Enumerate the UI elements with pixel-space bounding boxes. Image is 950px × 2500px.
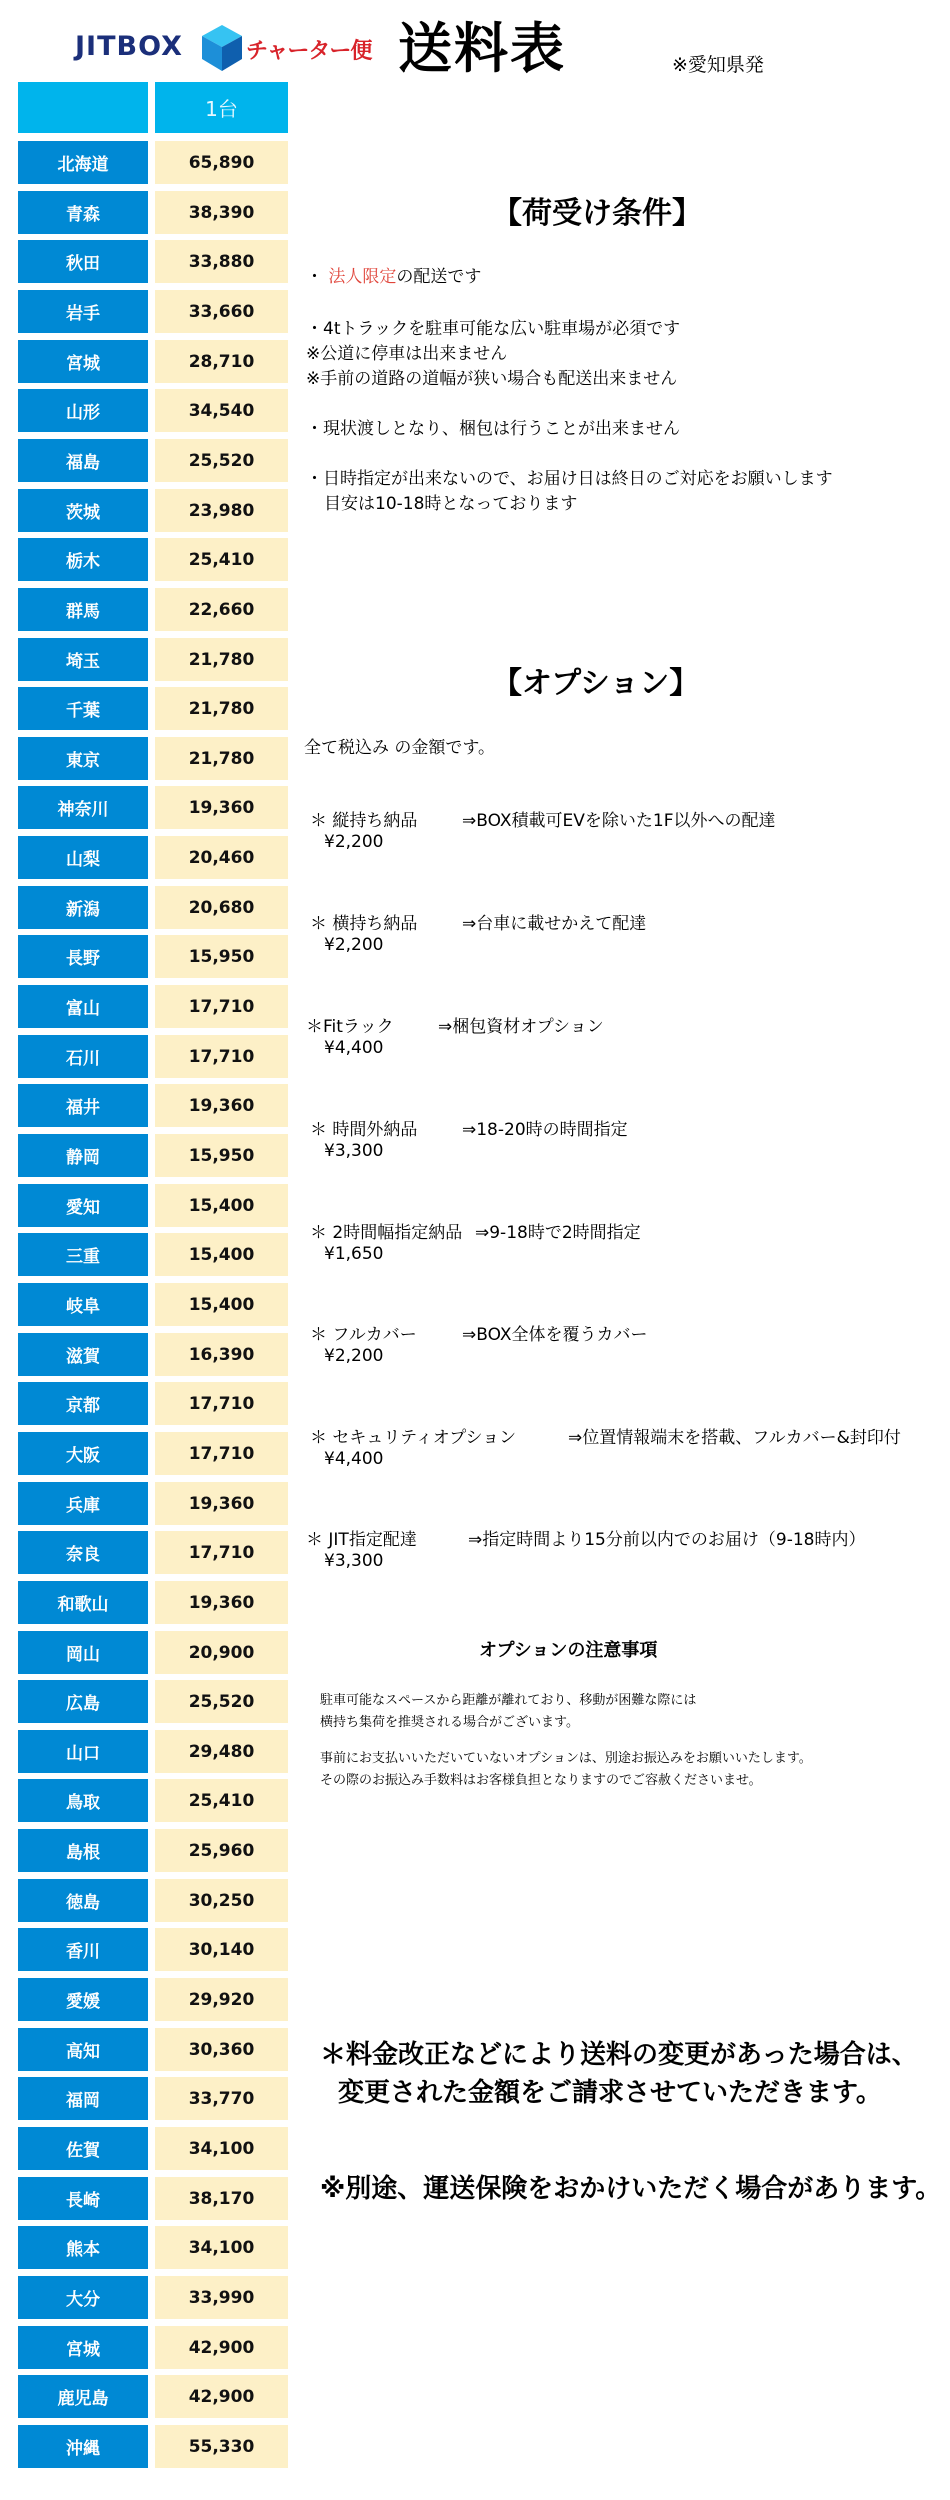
price-cell: 19,360 [155,1084,288,1127]
option-name: ＊ JIT指定配達 [306,1530,417,1550]
option-name: ＊ 2時間幅指定納品 [310,1223,463,1243]
price-cell: 30,140 [155,1928,288,1971]
prefecture-cell: 山梨 [18,836,148,879]
price-cell: 34,540 [155,389,288,432]
option-description: ⇒指定時間より15分前以内でのお届け（9-18時内） [468,1530,866,1550]
prefecture-cell: 三重 [18,1233,148,1276]
prefecture-cell: 京都 [18,1382,148,1425]
price-cell: 19,360 [155,1482,288,1525]
price-cell: 42,900 [155,2375,288,2418]
option-description: ⇒梱包資材オプション [438,1017,604,1037]
option-price: ¥4,400 [324,1449,384,1469]
condition-corporate-only [306,262,481,287]
prefecture-cell: 福井 [18,1084,148,1127]
option-price: ¥4,400 [324,1038,384,1058]
prefecture-cell: 新潟 [18,886,148,929]
price-cell: 25,520 [155,1680,288,1723]
prefecture-cell: 愛媛 [18,1978,148,2021]
condition-public-road: ※公道に停車は出来ません [306,344,508,364]
price-cell: 29,920 [155,1978,288,2021]
price-cell: 28,710 [155,340,288,383]
logo-jitbox-text: JITBOX [75,31,183,62]
price-cell: 17,710 [155,1531,288,1574]
option-name: ＊ フルカバー [310,1325,417,1345]
options-heading: 【オプション】 [492,666,700,701]
price-cell: 25,520 [155,439,288,482]
option-price: ¥2,200 [324,935,384,955]
option-description: ⇒台車に載せかえて配達 [462,914,647,934]
price-cell: 17,710 [155,1432,288,1475]
price-change-line: 変更された金額をご請求させていただきます。 [338,2078,882,2108]
price-cell: 65,890 [155,141,288,184]
price-cell: 15,400 [155,1283,288,1326]
price-cell: 25,960 [155,1829,288,1872]
price-cell: 25,410 [155,1779,288,1822]
prefecture-cell: 鳥取 [18,1779,148,1822]
prefecture-cell: 宮城 [18,2326,148,2369]
option-price: ¥2,200 [324,832,384,852]
price-cell: 25,410 [155,538,288,581]
price-cell: 42,900 [155,2326,288,2369]
prefecture-cell: 福岡 [18,2077,148,2120]
condition-parking: ・4tトラックを駐車可能な広い駐車場が必須です [306,319,681,339]
prefecture-cell: 秋田 [18,240,148,283]
prefecture-cell: 石川 [18,1035,148,1078]
page-title: 送料表 [398,17,566,80]
bullet: ・ [306,267,329,287]
option-description: ⇒位置情報端末を搭載、フルカバー&封印付 [568,1428,901,1448]
prefecture-cell: 北海道 [18,141,148,184]
prefecture-cell: 鹿児島 [18,2375,148,2418]
prefecture-cell: 大阪 [18,1432,148,1475]
prefecture-cell: 山形 [18,389,148,432]
price-cell: 15,950 [155,935,288,978]
insurance-note: ※別途、運送保険をおかけいただく場合があります。 [320,2174,942,2204]
prefecture-cell: 広島 [18,1680,148,1723]
price-cell: 33,660 [155,290,288,333]
option-price: ¥3,300 [324,1141,384,1161]
price-cell: 17,710 [155,1382,288,1425]
prefecture-cell: 香川 [18,1928,148,1971]
price-cell: 20,900 [155,1631,288,1674]
corporate-only-highlight: 法人限定 [328,267,397,287]
price-cell: 29,480 [155,1730,288,1773]
prefecture-cell: 長崎 [18,2177,148,2220]
price-cell: 19,360 [155,786,288,829]
price-cell: 38,390 [155,191,288,234]
condition-narrow-road: ※手前の道路の道幅が狭い場合も配送出来ません [306,369,678,389]
note-line: 事前にお支払いいただいていないオプションは、別途お振込みをお願いいたします。 [320,1751,812,1766]
prefecture-cell: 高知 [18,2028,148,2071]
condition-no-date: ・日時指定が出来ないので、お届け日は終日のご対応をお願いします [306,469,833,489]
price-cell: 17,710 [155,985,288,1028]
note-line: その際のお振込み手数料はお客様負担となりますのでご容赦くださいませ。 [320,1773,762,1788]
option-name: ＊ 横持ち納品 [310,914,418,934]
option-note-2 [320,1748,812,1792]
note-line: 駐車可能なスペースから距離が離れており、移動が困難な際には [320,1693,697,1708]
prefecture-cell: 愛知 [18,1184,148,1227]
logo-charter-text: チャーター便 [246,39,372,64]
prefecture-cell: 千葉 [18,687,148,730]
prefecture-cell: 兵庫 [18,1482,148,1525]
option-description: ⇒BOX全体を覆うカバー [462,1325,648,1345]
prefecture-cell: 熊本 [18,2226,148,2269]
price-cell: 30,360 [155,2028,288,2071]
prefecture-cell: 岐阜 [18,1283,148,1326]
prefecture-cell: 栃木 [18,538,148,581]
price-cell: 17,710 [155,1035,288,1078]
price-cell: 38,170 [155,2177,288,2220]
tax-included-note: 全て税込み の金額です。 [304,738,496,758]
price-cell: 34,100 [155,2226,288,2269]
table-header-blank [18,82,148,133]
price-cell: 19,360 [155,1581,288,1624]
cube-logo-icon [202,25,242,71]
price-cell: 20,680 [155,886,288,929]
prefecture-cell: 山口 [18,1730,148,1773]
option-description: ⇒18-20時の時間指定 [462,1120,628,1140]
option-name: ＊Fitラック [306,1017,394,1037]
option-price: ¥2,200 [324,1346,384,1366]
price-cell: 22,660 [155,588,288,631]
option-description: ⇒9-18時で2時間指定 [475,1223,641,1243]
price-change-line: ＊料金改正などにより送料の変更があった場合は、 [320,2040,918,2070]
price-cell: 34,100 [155,2127,288,2170]
prefecture-cell: 島根 [18,1829,148,1872]
prefecture-cell: 大分 [18,2276,148,2319]
table-header-units: 1台 [155,82,288,133]
price-cell: 15,950 [155,1134,288,1177]
price-cell: 23,980 [155,489,288,532]
prefecture-cell: 沖縄 [18,2425,148,2468]
origin-note: ※愛知県発 [672,54,764,76]
price-cell: 16,390 [155,1333,288,1376]
prefecture-cell: 埼玉 [18,638,148,681]
option-name: ＊ 縦持ち納品 [310,811,418,831]
prefecture-cell: 静岡 [18,1134,148,1177]
option-name: ＊ セキュリティオプション [310,1428,517,1448]
prefecture-cell: 徳島 [18,1879,148,1922]
prefecture-cell: 福島 [18,439,148,482]
prefecture-cell: 神奈川 [18,786,148,829]
prefecture-cell: 滋賀 [18,1333,148,1376]
price-cell: 33,770 [155,2077,288,2120]
note-line: 横持ち集荷を推奨される場合がございます。 [320,1715,579,1730]
price-cell: 33,880 [155,240,288,283]
option-name: ＊ 時間外納品 [310,1120,418,1140]
prefecture-cell: 東京 [18,737,148,780]
prefecture-cell: 岡山 [18,1631,148,1674]
price-cell: 15,400 [155,1184,288,1227]
price-cell: 55,330 [155,2425,288,2468]
prefecture-cell: 富山 [18,985,148,1028]
conditions-heading: 【荷受け条件】 [492,196,702,231]
prefecture-cell: 和歌山 [18,1581,148,1624]
price-cell: 30,250 [155,1879,288,1922]
prefecture-cell: 奈良 [18,1531,148,1574]
option-notes-heading: オプションの注意事項 [479,1640,658,1661]
option-price: ¥1,650 [324,1244,384,1264]
prefecture-cell: 佐賀 [18,2127,148,2170]
condition-hours: 目安は10-18時となっております [324,494,578,514]
condition-text: の配送です [396,267,482,287]
price-cell: 21,780 [155,737,288,780]
prefecture-cell: 宮城 [18,340,148,383]
option-description: ⇒BOX積載可EVを除いた1F以外への配達 [462,811,776,831]
price-cell: 21,780 [155,638,288,681]
option-note-1 [320,1690,696,1734]
price-cell: 21,780 [155,687,288,730]
condition-no-packing: ・現状渡しとなり、梱包は行うことが出来ません [306,419,680,439]
prefecture-cell: 茨城 [18,489,148,532]
price-cell: 33,990 [155,2276,288,2319]
prefecture-cell: 長野 [18,935,148,978]
price-cell: 15,400 [155,1233,288,1276]
option-price: ¥3,300 [324,1551,384,1571]
price-change-note [320,2036,918,2112]
prefecture-cell: 群馬 [18,588,148,631]
prefecture-cell: 岩手 [18,290,148,333]
price-cell: 20,460 [155,836,288,879]
prefecture-cell: 青森 [18,191,148,234]
